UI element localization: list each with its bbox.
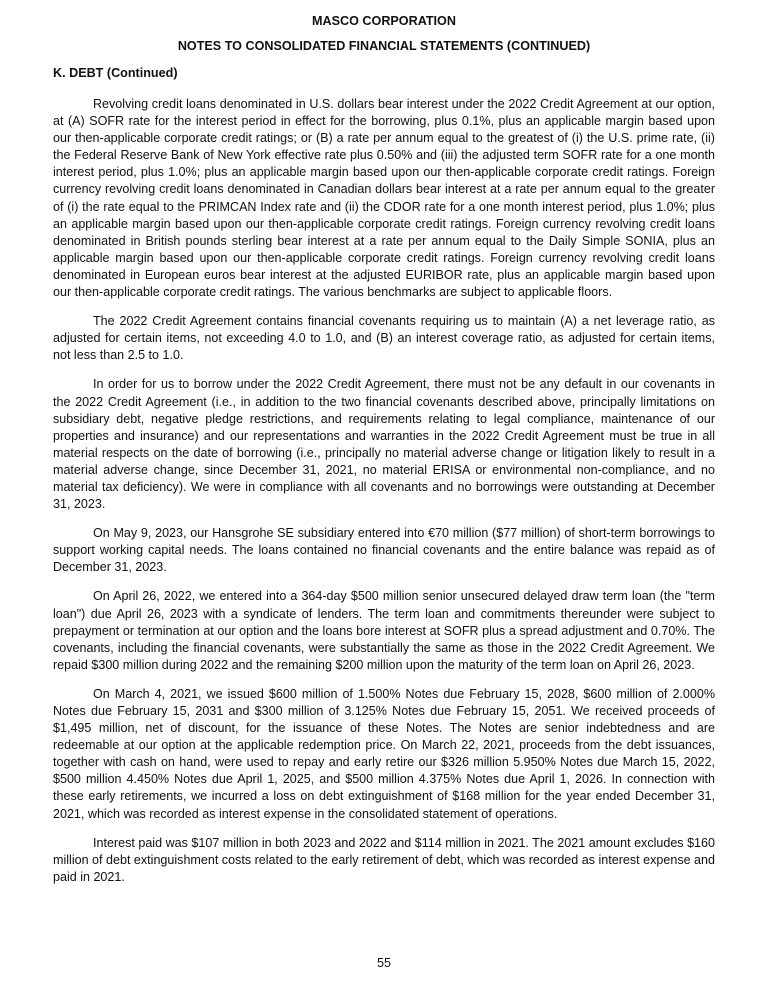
paragraph-borrowing-conditions: In order for us to borrow under the 2022 Credit Agreement, there must not be any default in our covenants in the 2022 Credit Agreement (i.e., in addition to the two financial covenants described above, principally limitations on subsidiary debt, negative pledge restrictions, and requirements relating to legal compliance, maintenance of our properties and insurance) and our representations and warranties in the 2022 Credit Agreement must be true in all material respects on the date of borrowing (i.e., principally no material adverse change or litigation likely to result in a material adverse change, since December 31, 2021, no material ERISA or environmental non-compliance, and no material tax deficiency). We were in compliance with all covenants and no borrowings were outstanding at December 31, 2023.: [53, 377, 715, 512]
paragraph-financial-covenants: The 2022 Credit Agreement contains financial covenants requiring us to maintain (A) a net leverage ratio, as adjusted for certain items, not exceeding 4.0 to 1.0, and (B) an interest coverage ratio, as adjusted for certain items, not less than 2.5 to 1.0.: [53, 314, 715, 363]
section-title: K. DEBT (Continued): [53, 66, 178, 80]
page-number: 55: [376, 956, 391, 970]
document-body: [53, 96, 715, 898]
paragraph-term-loan: On April 26, 2022, we entered into a 364-day $500 million senior unsecured delayed draw term loan (the "term loan") due April 26, 2023 with a syndicate of lenders. The term loan and commitments thereunder were subject to prepayment or termination at our option and the loans bore interest at SOFR plus a spread adjustment and 0.70%. The covenants, including the financial covenants, were substantially the same as those in the 2022 Credit Agreement. We repaid $300 million during 2022 and the remaining $200 million upon the maturity of the term loan on April 26, 2023.: [53, 589, 715, 672]
paragraph-notes-issuance: On March 4, 2021, we issued $600 million of 1.500% Notes due February 15, 2028, $600 million of 2.000% Notes due February 15, 2031 and $300 million of 3.125% Notes due February 15, 2051. We received proceeds of $1,495 million, net of discount, for the issuance of these Notes. The Notes are senior indebtedness and are redeemable at our option at the applicable redemption price. On March 22, 2021, proceeds from the debt issuances, together with cash on hand, were used to repay and early retire our $326 million 5.950% Notes due March 15, 2022, $500 million 4.450% Notes due April 1, 2025, and $500 million 4.375% Notes due April 1, 2026. In connection with these early retirements, we incurred a loss on debt extinguishment of $168 million for the year ended December 31, 2021, which was recorded as interest expense in the consolidated statement of operations.: [53, 686, 715, 821]
paragraph-revolving-credit-rates: Revolving credit loans denominated in U.S. dollars bear interest under the 2022 Credit Agreement at our option, at (A) SOFR rate for the interest period in effect for the borrowing, plus 0.1%, plus an applicable margin based upon our then-applicable corporate credit ratings; or (B) a rate per annum equal to the greatest of (i) the U.S. prime rate, (ii) the Federal Reserve Bank of New York effective rate plus 0.50% and (iii) the adjusted term SOFR rate for a one month interest period, plus 1.0%; plus an applicable margin based upon our then-applicable corporate credit ratings. Foreign currency revolving credit loans denominated in Canadian dollars bear interest at a rate per annum equal to the greater of (i) the rate equal to the PRIMCAN Index rate and (ii) the CDOR rate for a one month interest period, plus 1.0%; plus an applicable margin based upon our then-applicable corporate credit ratings. Foreign currency revolving credit loans denominated in British pounds sterling bear interest at a rate per annum equal to the Daily Simple SONIA, plus an applicable margin based upon our then-applicable corporate credit ratings. Foreign currency revolving credit loans denominated in European euros bear interest at the adjusted EURIBOR rate, plus an applicable margin based upon our then-applicable corporate credit ratings. The various benchmarks are subject to applicable floors.: [53, 97, 715, 300]
company-name: MASCO CORPORATION: [312, 14, 456, 28]
paragraph-hansgrohe-borrowings: On May 9, 2023, our Hansgrohe SE subsidiary entered into €70 million ($77 million) of short-term borrowings to support working capital needs. The loans contained no financial covenants and the entire balance was repaid as of December 31, 2023.: [53, 526, 715, 575]
paragraph-interest-paid: Interest paid was $107 million in both 2023 and 2022 and $114 million in 2021. The 2021 amount excludes $160 million of debt extinguishment costs related to the early retirement of debt, which was recorded as interest expense and paid in 2021.: [53, 835, 715, 884]
document-subtitle: NOTES TO CONSOLIDATED FINANCIAL STATEMENTS (CONTINUED): [177, 39, 591, 53]
